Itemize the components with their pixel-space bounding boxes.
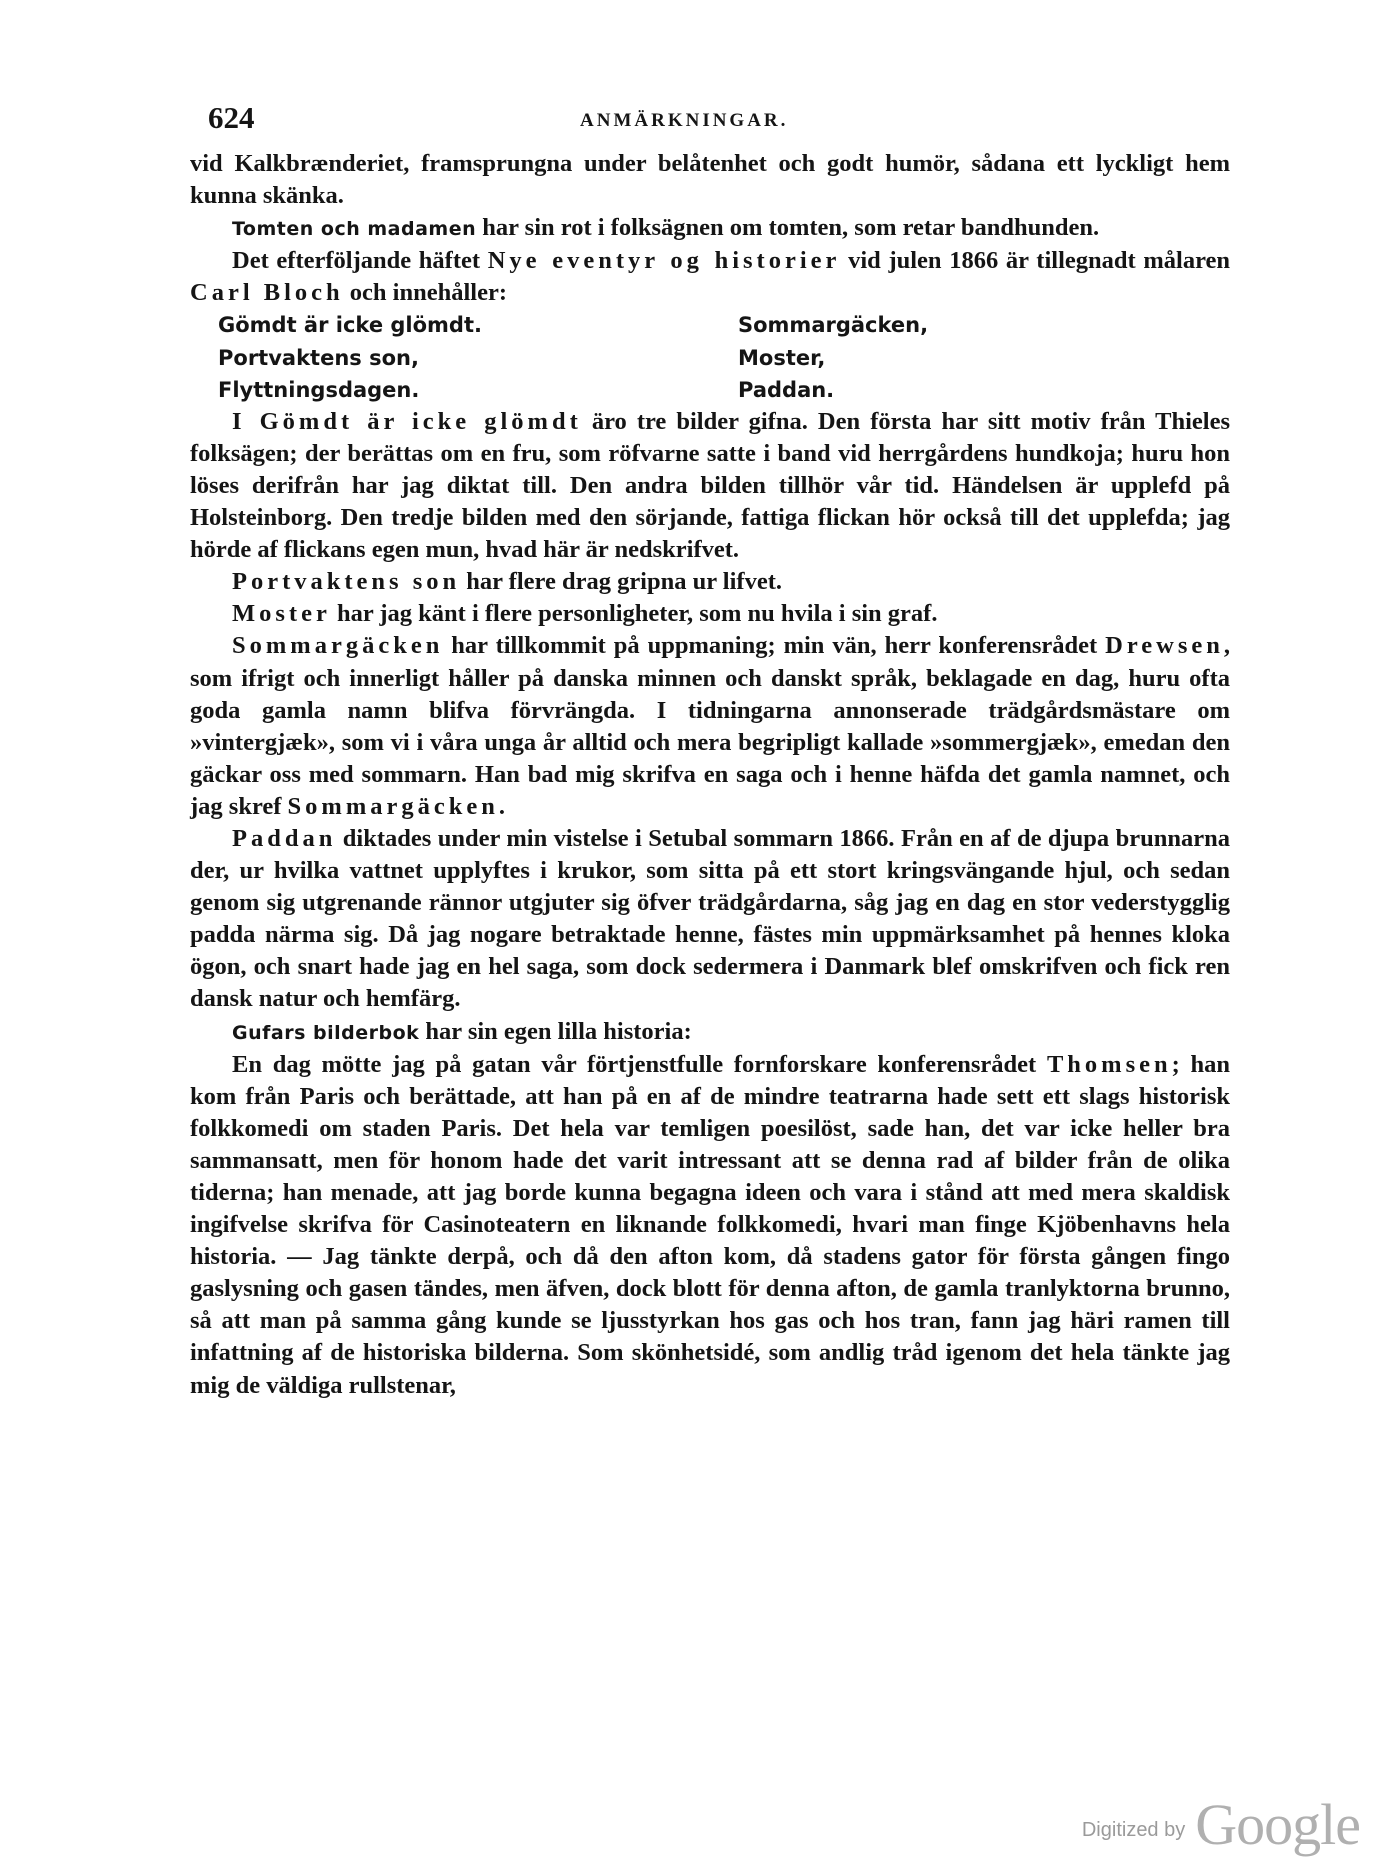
contents-item: Sommargäcken, [738,313,929,338]
digitized-watermark [1081,1792,1360,1857]
paragraph-2 [190,212,1230,245]
paragraph-6-text: har jag känt i flere personligheter, som nu hvila i sin graf. [330,600,938,628]
story-title-sommargacken-end: Sommargäcken [287,792,499,820]
paragraph-1: vid Kalkbrænderiet, framsprungna under belåtenhet och godt humör, sådana ett lyckligt hem kunna skänka. [190,150,1230,210]
story-title-moster: Moster [232,600,331,628]
page-number: 624 [208,100,255,135]
paragraph-9 [190,1016,1230,1049]
paragraph-5 [190,566,1230,598]
person-name-drewsen: Drewsen [1105,632,1224,660]
contents-item: Portvaktens son, [218,345,419,370]
running-head: ANMÄRKNINGAR. [580,110,789,131]
page-header [190,100,1230,148]
paragraph-5-text: har flere drag gripna ur lifvet. [460,568,782,596]
contents-item: Gömdt är icke glömdt. [218,313,482,338]
book-title: Nye eventyr og historier [487,247,841,275]
contents-item: Flyttningsdagen. [218,377,420,402]
google-logo: Google [1195,1792,1360,1857]
paragraph-3-text-a: Det efterföljande häftet [232,247,488,275]
paragraph-6 [190,598,1230,630]
story-title-gufars: Gufars bilderbok [232,1021,420,1044]
paragraph-8-text: diktades under min vistelse i Setubal sommarn 1866. Från en af de djupa brunnarna der, ur hvilka vattnet upplyftes i krukor, som sitta på ett stort kringsvängande hjul, och sedan genom sig utgrenande rännor utgjuter sig öfver trädgårdarna, såg jag en dag en stor vederstygglig padda närma sig. Då jag nogare betraktade henne, fästes min uppmärksamhet på hennes kloka ögon, och snart hade jag en hel saga, som dock sedermera i Danmark blef omskrifven och fick ren dansk natur och hemfärg. [190,824,1230,1013]
paragraph-7-text-b: , som ifrigt och innerligt håller på danska minnen och danskt språk, beklagade en dag, huru ofta goda gamla namn blifva förvrängda. I tidningarna annonserade trädgårdsmästare om »vintergjæk», som vi i våra unga år alltid och mera begripligt kallade »sommergjæk», emedan den gäckar oss med sommarn. Han bad mig skrifva en saga och i henne häfda det gamla namnet, och jag skref [190,632,1230,820]
contents-item: Paddan. [738,377,835,402]
paragraph-4-text: äro tre bilder gifna. Den första har sitt motiv från Thieles folksägen; der berättas om en fru, som röfvarne satte i band vid herrgårdens hundkoja; huru hon löses derifrån har jag diktat till. Den andra bilden tillhör vår tid. Händelsen är upplefd på Holsteinborg. Den tredje bilden med den sörjande, fattiga flickan hör också till det upplefda; jag hörde af flickans egen mun, hvad här är nedskrifvet. [190,407,1231,564]
paragraph-4 [190,406,1230,566]
paragraph-10 [190,1049,1230,1402]
contents-item: Moster, [738,345,826,370]
body-text [190,148,1230,1402]
paragraph-3-text-b: vid julen 1866 är tillegnadt målaren [840,247,1230,275]
paragraph-3 [190,245,1230,309]
paragraph-9-text: har sin egen lilla historia: [419,1017,692,1045]
paragraph-3-text-c: och innehåller: [343,279,507,307]
paragraph-7-text-a: har tillkommit på uppmaning; min vän, herr konferensrådet [443,632,1106,660]
story-title-paddan: Paddan [232,824,337,852]
person-name-bloch: Carl Bloch [190,279,344,307]
paragraph-7-period: . [498,792,505,820]
paragraph-10-text-b: ; han kom från Paris och berättade, att han på en af de mindre teatrarna hade sett ett slags historisk folkkomedi om staden Paris. Det hela var temligen poesilöst, sade han, det var icke heller bra sammansatt, men för honom hade det varit intressant att se denna rad af bilder från de olika tiderna; han menade, att jag borde kunna begagna ideen och vara i stånd att med mera skaldisk ingifvelse skrifva för Casinoteatern en liknande folkkomedi, hvari man finge Kjöbenhavns hela historia. — Jag tänkte derpå, och då den afton kom, då stadens gator för första gången fingo gaslysning och gasen tändes, men äfven, dock blott för denna afton, de gamla tranlyktorna brunno, så att man på samma gång kunde se ljusstyrkan hos gas och hos tran, fann jag häri ramen till infattning af de historiska bilderna. Som skönhetsidé, som andlig tråd igenom det hela tänkte jag mig de väldiga rullstenar, [190,1050,1230,1399]
contents-list [190,309,1230,405]
book-page [190,100,1230,1402]
story-title-portvaktens: Portvaktens son [232,568,461,596]
watermark-prefix: Digitized by [1081,1819,1186,1841]
paragraph-2-text: har sin rot i folksägnen om tomten, som retar bandhunden. [476,214,1100,242]
paragraph-8 [190,823,1230,1016]
story-title-gomdt: I Gömdt är icke glömdt [232,407,582,435]
paragraph-7 [190,630,1230,823]
person-name-thomsen: Thomsen [1046,1050,1172,1078]
paragraph-10-text-a: En dag mötte jag på gatan vår förtjenstfulle fornforskare konferensrådet [232,1050,1047,1078]
story-title-sommargacken: Sommargäcken [232,632,444,660]
story-title-tomten: Tomten och madamen [232,218,477,241]
